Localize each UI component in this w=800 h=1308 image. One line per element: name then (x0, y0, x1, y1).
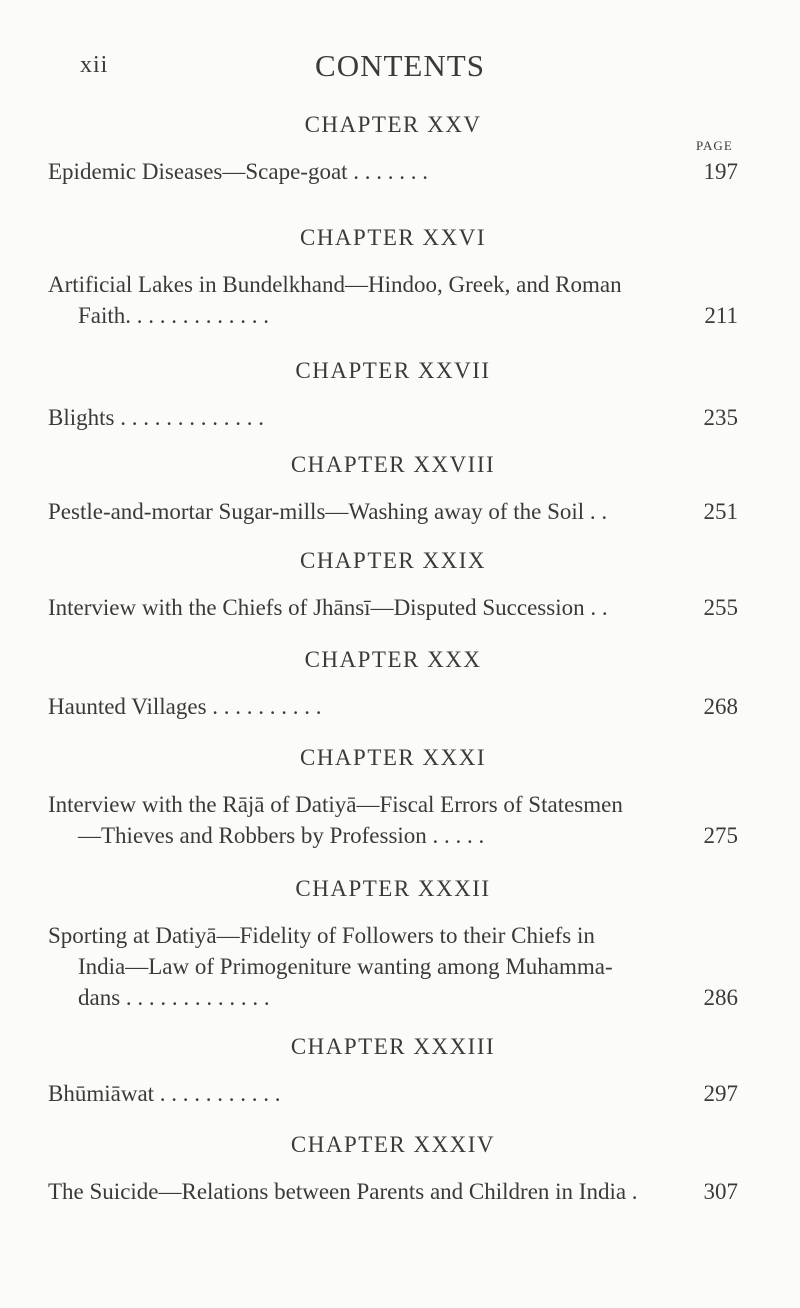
page-reference: 197 (703, 159, 738, 184)
description-line: dans . . . . . . . . . . . . . (78, 985, 270, 1010)
chapter-description (48, 920, 738, 1013)
page-reference: 286 (703, 985, 738, 1010)
chapter-entry (48, 647, 738, 722)
chapter-entry (48, 452, 738, 527)
page-column-label: PAGE (696, 138, 733, 153)
description-line: India—Law of Primogeniture wanting among Muhamma- (78, 954, 613, 979)
chapter-heading: CHAPTER XXVIII (290, 452, 496, 477)
chapter-description (48, 496, 738, 527)
chapter-heading: CHAPTER XXVI (299, 225, 487, 250)
chapter-description (48, 269, 738, 331)
chapter-heading: CHAPTER XXIX (299, 548, 487, 573)
description-line: Interview with the Rājā of Datiyā—Fiscal Errors of Statesmen (48, 792, 623, 817)
page-reference: 235 (703, 405, 738, 430)
chapter-entry (48, 225, 738, 331)
description-line: The Suicide—Relations between Parents and Children in India . (48, 1179, 638, 1204)
chapter-description (48, 1078, 738, 1109)
chapter-heading: CHAPTER XXVII (295, 358, 491, 383)
description-line: Bhūmiāwat . . . . . . . . . . . (48, 1081, 281, 1106)
chapter-description (48, 789, 738, 851)
chapter-description (48, 402, 738, 433)
description-line: Artificial Lakes in Bundelkhand—Hindoo, Greek, and Roman (48, 272, 622, 297)
page-number: xii (80, 52, 109, 78)
page-reference: 275 (703, 823, 738, 848)
chapter-heading: CHAPTER XXXIV (290, 1132, 496, 1157)
page-reference: 307 (703, 1179, 738, 1204)
chapter-entry (48, 1034, 738, 1109)
chapter-heading: CHAPTER XXXII (295, 876, 491, 901)
page-reference: 268 (703, 694, 738, 719)
chapter-entry (48, 358, 738, 433)
description-line: Faith. . . . . . . . . . . . . (78, 303, 270, 328)
description-line: Sporting at Datiyā—Fidelity of Followers to their Chiefs in (48, 923, 595, 948)
description-line: Pestle-and-mortar Sugar-mills—Washing away of the Soil . . (48, 499, 608, 524)
chapter-entry (48, 548, 738, 623)
description-line: Haunted Villages . . . . . . . . . . (48, 694, 322, 719)
description-line: Blights . . . . . . . . . . . . . (48, 405, 264, 430)
running-title: CONTENTS (315, 48, 485, 83)
description-line: Epidemic Diseases—Scape-goat . . . . . . . (48, 159, 429, 184)
page-reference: 255 (703, 595, 738, 620)
chapter-entry (48, 112, 738, 187)
page-reference: 211 (704, 303, 738, 328)
chapter-heading: CHAPTER XXV (304, 112, 482, 137)
chapter-entry (48, 876, 738, 1013)
chapter-heading: CHAPTER XXXI (299, 745, 487, 770)
chapter-description (48, 1176, 738, 1207)
chapter-description (48, 691, 738, 722)
page-header (0, 48, 800, 88)
chapter-heading: CHAPTER XXX (304, 647, 482, 672)
chapter-description (48, 156, 738, 187)
chapter-entry (48, 745, 738, 851)
chapter-entry (48, 1132, 738, 1207)
chapter-description (48, 592, 738, 623)
chapter-heading: CHAPTER XXXIII (290, 1034, 496, 1059)
page-reference: 297 (703, 1081, 738, 1106)
description-line: Interview with the Chiefs of Jhānsī—Disputed Succession . . (48, 595, 608, 620)
page-reference: 251 (703, 499, 738, 524)
description-line: —Thieves and Robbers by Profession . . . . . (78, 823, 485, 848)
